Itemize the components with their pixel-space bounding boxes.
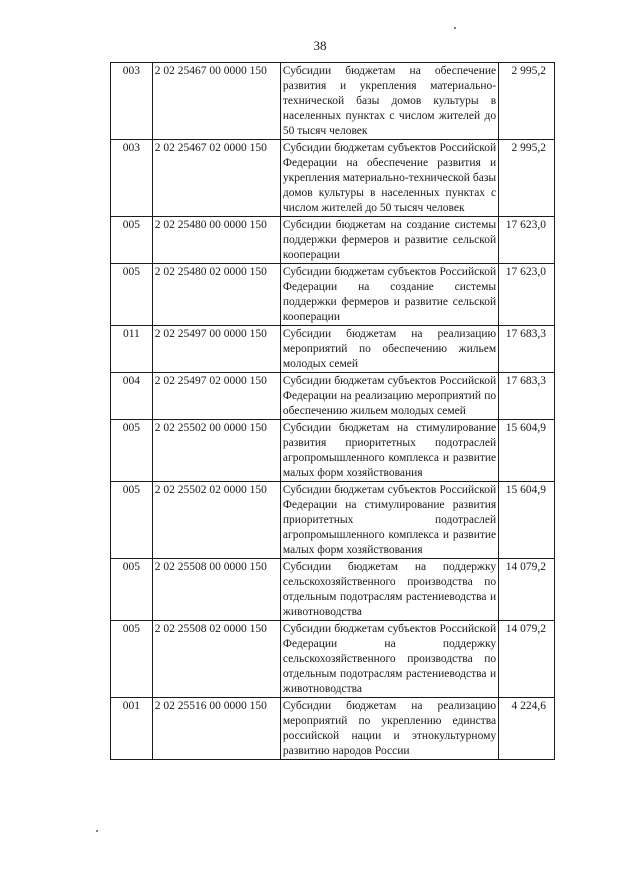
row-sum: 15 604,9 (499, 482, 555, 559)
table-row (111, 621, 555, 698)
row-kbk: 2 02 25502 02 0000 150 (152, 482, 280, 559)
row-sum: 15 604,9 (499, 420, 555, 482)
row-kbk: 2 02 25467 00 0000 150 (152, 63, 280, 140)
row-name: Субсидии бюджетам на реализацию мероприятий по обеспечению жильем молодых семей (280, 326, 498, 373)
row-code: 001 (111, 698, 153, 760)
row-kbk: 2 02 25480 00 0000 150 (152, 217, 280, 264)
row-code: 005 (111, 559, 153, 621)
table-row (111, 698, 555, 760)
table-row (111, 326, 555, 373)
row-code: 011 (111, 326, 153, 373)
row-kbk: 2 02 25516 00 0000 150 (152, 698, 280, 760)
table-row (111, 482, 555, 559)
row-code: 005 (111, 264, 153, 326)
row-code: 003 (111, 140, 153, 217)
row-name: Субсидии бюджетам субъектов Российской Федерации на обеспечение развития и укрепления материально-технической базы домов культуры в населенных пунктах с числом жителей до 50 тысяч человек (280, 140, 498, 217)
row-code: 003 (111, 63, 153, 140)
row-code: 005 (111, 217, 153, 264)
row-code: 005 (111, 621, 153, 698)
row-name: Субсидии бюджетам на обеспечение развития и укрепления материально-технической базы домов культуры в населенных пунктах с числом жителей до 50 тысяч человек (280, 63, 498, 140)
scan-speck (96, 830, 98, 832)
row-name: Субсидии бюджетам субъектов Российской Федерации на создание системы поддержки фермеров и развитие сельской кооперации (280, 264, 498, 326)
row-name: Субсидии бюджетам субъектов Российской Федерации на стимулирование развития приоритетных подотраслей агропромышленного комплекса и развитие малых форм хозяйствования (280, 482, 498, 559)
row-code: 005 (111, 420, 153, 482)
row-kbk: 2 02 25480 02 0000 150 (152, 264, 280, 326)
row-kbk: 2 02 25508 00 0000 150 (152, 559, 280, 621)
row-sum: 17 623,0 (499, 217, 555, 264)
row-code: 005 (111, 482, 153, 559)
row-sum: 4 224,6 (499, 698, 555, 760)
row-name: Субсидии бюджетам субъектов Российской Федерации на поддержку сельскохозяйственного производства по отдельным подотраслям растениеводства и животноводства (280, 621, 498, 698)
row-sum: 17 683,3 (499, 373, 555, 420)
row-sum: 2 995,2 (499, 63, 555, 140)
table-row (111, 420, 555, 482)
row-kbk: 2 02 25467 02 0000 150 (152, 140, 280, 217)
row-sum: 14 079,2 (499, 559, 555, 621)
row-sum: 14 079,2 (499, 621, 555, 698)
table-row (111, 63, 555, 140)
row-code: 004 (111, 373, 153, 420)
table-row (111, 373, 555, 420)
table-row (111, 559, 555, 621)
table-row (111, 217, 555, 264)
scan-speck (454, 27, 456, 29)
row-kbk: 2 02 25497 00 0000 150 (152, 326, 280, 373)
row-sum: 2 995,2 (499, 140, 555, 217)
row-kbk: 2 02 25508 02 0000 150 (152, 621, 280, 698)
row-sum: 17 683,3 (499, 326, 555, 373)
table-row (111, 264, 555, 326)
row-name: Субсидии бюджетам на создание системы поддержки фермеров и развитие сельской кооперации (280, 217, 498, 264)
row-kbk: 2 02 25497 02 0000 150 (152, 373, 280, 420)
budget-table-body (111, 63, 555, 760)
row-name: Субсидии бюджетам на реализацию мероприятий по укреплению единства российской нации и этнокультурному развитию народов России (280, 698, 498, 760)
row-kbk: 2 02 25502 00 0000 150 (152, 420, 280, 482)
row-name: Субсидии бюджетам на поддержку сельскохозяйственного производства по отдельным подотраслям растениеводства и животноводства (280, 559, 498, 621)
row-name: Субсидии бюджетам субъектов Российской Федерации на реализацию мероприятий по обеспечению жильем молодых семей (280, 373, 498, 420)
row-name: Субсидии бюджетам на стимулирование развития приоритетных подотраслей агропромышленного комплекса и развитие малых форм хозяйствования (280, 420, 498, 482)
table-row (111, 140, 555, 217)
row-sum: 17 623,0 (499, 264, 555, 326)
page-number: 38 (313, 38, 327, 53)
budget-table (110, 62, 555, 760)
